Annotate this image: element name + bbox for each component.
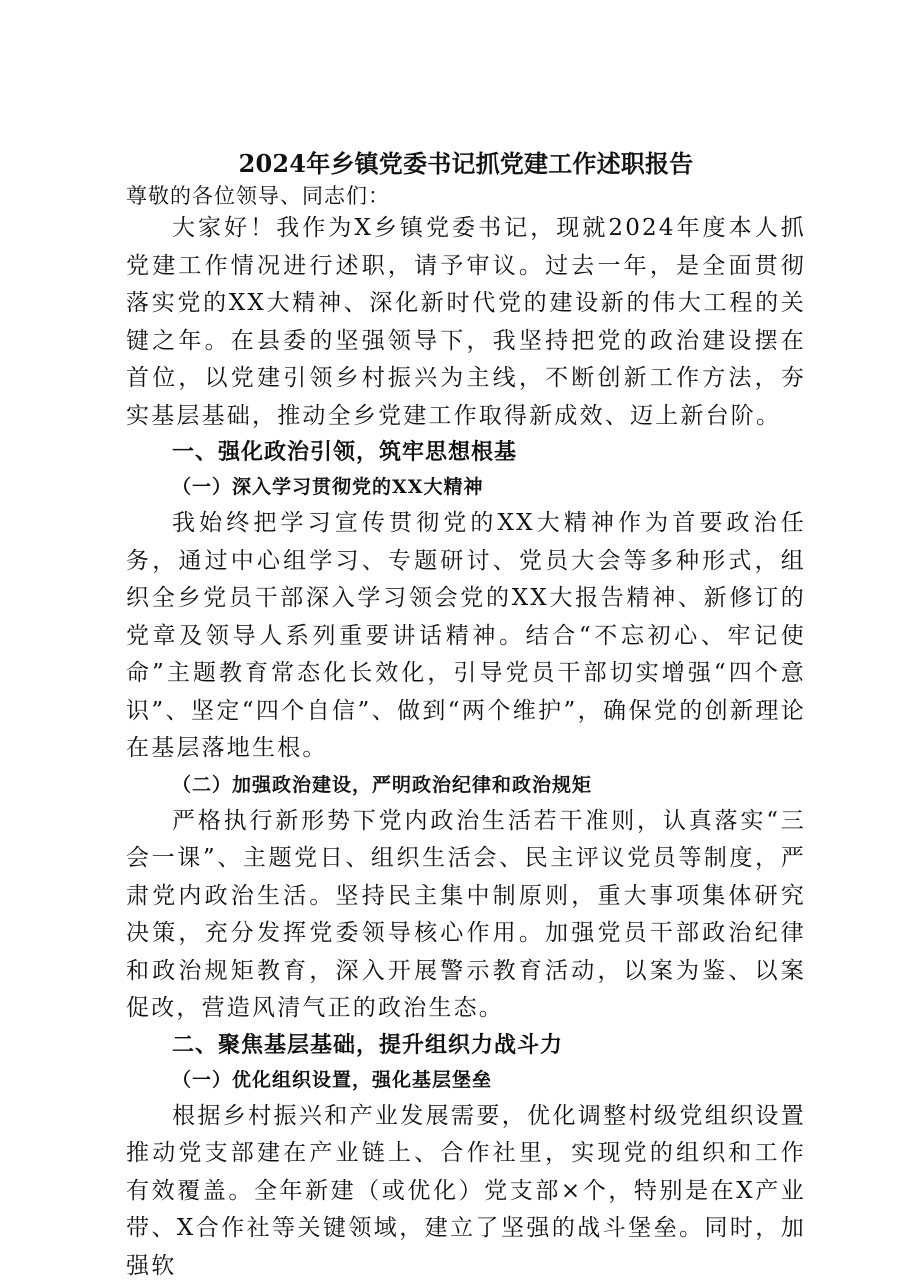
subsection-1-1-heading: （一）深入学习贯彻党的XX大精神: [172, 476, 484, 498]
subsection-1-2-heading: （二）加强政治建设，严明政治纪律和政治规矩: [172, 773, 593, 796]
section-1-heading: 一、强化政治引领，筑牢思想根基: [172, 440, 518, 465]
subsection-1-2-paragraph: 严格执行新形势下党内政治生活若干准则，认真落实“三会一课”、主题党日、组织生活会、民主评议党员等制度，严肃党内政治生活。坚持民主集中制原则，重大事项集体研究决策，充分发挥党委领导核心作用。加强党员干部政治纪律和政治规矩教育，深入开展警示教育活动，以案为鉴、以案促改，营造风清气正的政治生态。: [126, 807, 806, 1021]
subsection-2-1-paragraph: 根据乡村振兴和产业发展需要，优化调整村级党组织设置推动党支部建在产业链上、合作社里，实现党的组织和工作有效覆盖。全年新建（或优化）党支部×个，特别是在X产业带、X合作社等关键领域，建立了坚强的战斗堡垒。同时，加强软: [126, 1102, 806, 1279]
document-title: 2024年乡镇党委书记抓党建工作述职报告: [238, 149, 694, 178]
subsection-1-1-paragraph: 我始终把学习宣传贯彻党的XX大精神作为首要政治任务，通过中心组学习、专题研讨、党员大会等多种形式，组织全乡党员干部深入学习领会党的XX大报告精神、新修订的党章及领导人系列重要讲话精神。结合“不忘初心、牢记使命”主题教育常态化长效化，引导党员干部切实增强“四个意识”、坚定“四个自信”、做到“两个维护”，确保党的创新理论在基层落地生根。: [126, 510, 806, 761]
subsection-2-1-heading: （一）优化组织设置，强化基层堡垒: [172, 1068, 493, 1091]
document-body: [126, 146, 806, 1285]
salutation: 尊敬的各位领导、同志们：: [126, 184, 390, 208]
intro-paragraph: 大家好！我作为X乡镇党委书记，现就2024年度本人抓党建工作情况进行述职，请予审议。过去一年，是全面贯彻落实党的XX大精神、深化新时代党的建设新的伟大工程的关键之年。在县委的坚强领导下，我坚持把党的政治建设摆在首位，以党建引领乡村振兴为主线，不断创新工作方法，夯实基层基础，推动全乡党建工作取得新成效、迈上新台阶。: [126, 215, 806, 429]
section-2-heading: 二、聚焦基层基础，提升组织力战斗力: [172, 1032, 564, 1058]
